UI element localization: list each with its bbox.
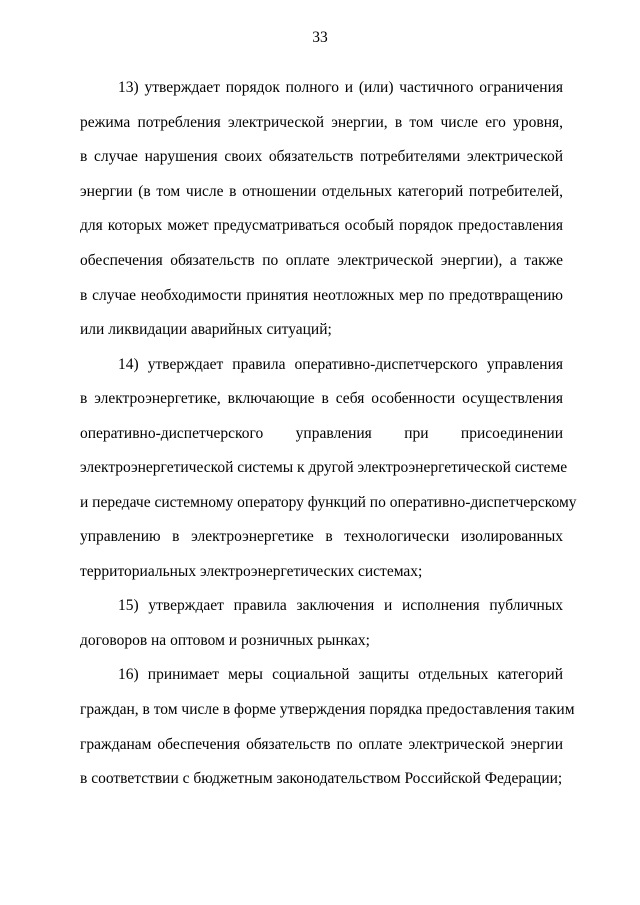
text-line: управлению в электроэнергетике в технологически изолированных xyxy=(80,528,563,545)
text-line: или ликвидации аварийных ситуаций; xyxy=(80,321,332,338)
text-line: 16) принимает меры социальной защиты отдельных категорий xyxy=(118,666,563,683)
text-line: электроэнергетической системы к другой электроэнергетической системе xyxy=(80,459,568,476)
text-line: в электроэнергетике, включающие в себя особенности осуществления xyxy=(80,390,563,407)
text-line: в случае нарушения своих обязательств потребителями электрической xyxy=(80,148,563,165)
text-line: в соответствии с бюджетным законодательством Российской Федерации; xyxy=(80,770,563,787)
page-number: 33 xyxy=(312,29,328,46)
text-line: 14) утверждает правила оперативно-диспетчерского управления xyxy=(118,356,563,373)
text-line: в случае необходимости принятия неотложных мер по предотвращению xyxy=(80,287,563,304)
text-line: 15) утверждает правила заключения и исполнения публичных xyxy=(118,597,563,614)
text-line: режима потребления электрической энергии, в том числе его уровня, xyxy=(80,114,563,131)
text-line: и передаче системному оператору функций по оперативно-диспетчерскому xyxy=(80,494,577,511)
text-line: 13) утверждает порядок полного и (или) частичного ограничения xyxy=(118,79,563,96)
text-line: для которых может предусматриваться особый порядок предоставления xyxy=(80,217,563,234)
text-line: территориальных электроэнергетических системах; xyxy=(80,563,423,580)
text-line: договоров на оптовом и розничных рынках; xyxy=(80,632,370,649)
text-line: гражданам обеспечения обязательств по оплате электрической энергии xyxy=(80,736,563,753)
text-line: оперативно-диспетчерского управления при присоединении xyxy=(80,425,563,442)
text-line: обеспечения обязательств по оплате электрической энергии), а также xyxy=(80,252,563,269)
text-line: энергии (в том числе в отношении отдельных категорий потребителей, xyxy=(80,183,563,200)
text-line: граждан, в том числе в форме утверждения порядка предоставления таким xyxy=(80,701,575,718)
